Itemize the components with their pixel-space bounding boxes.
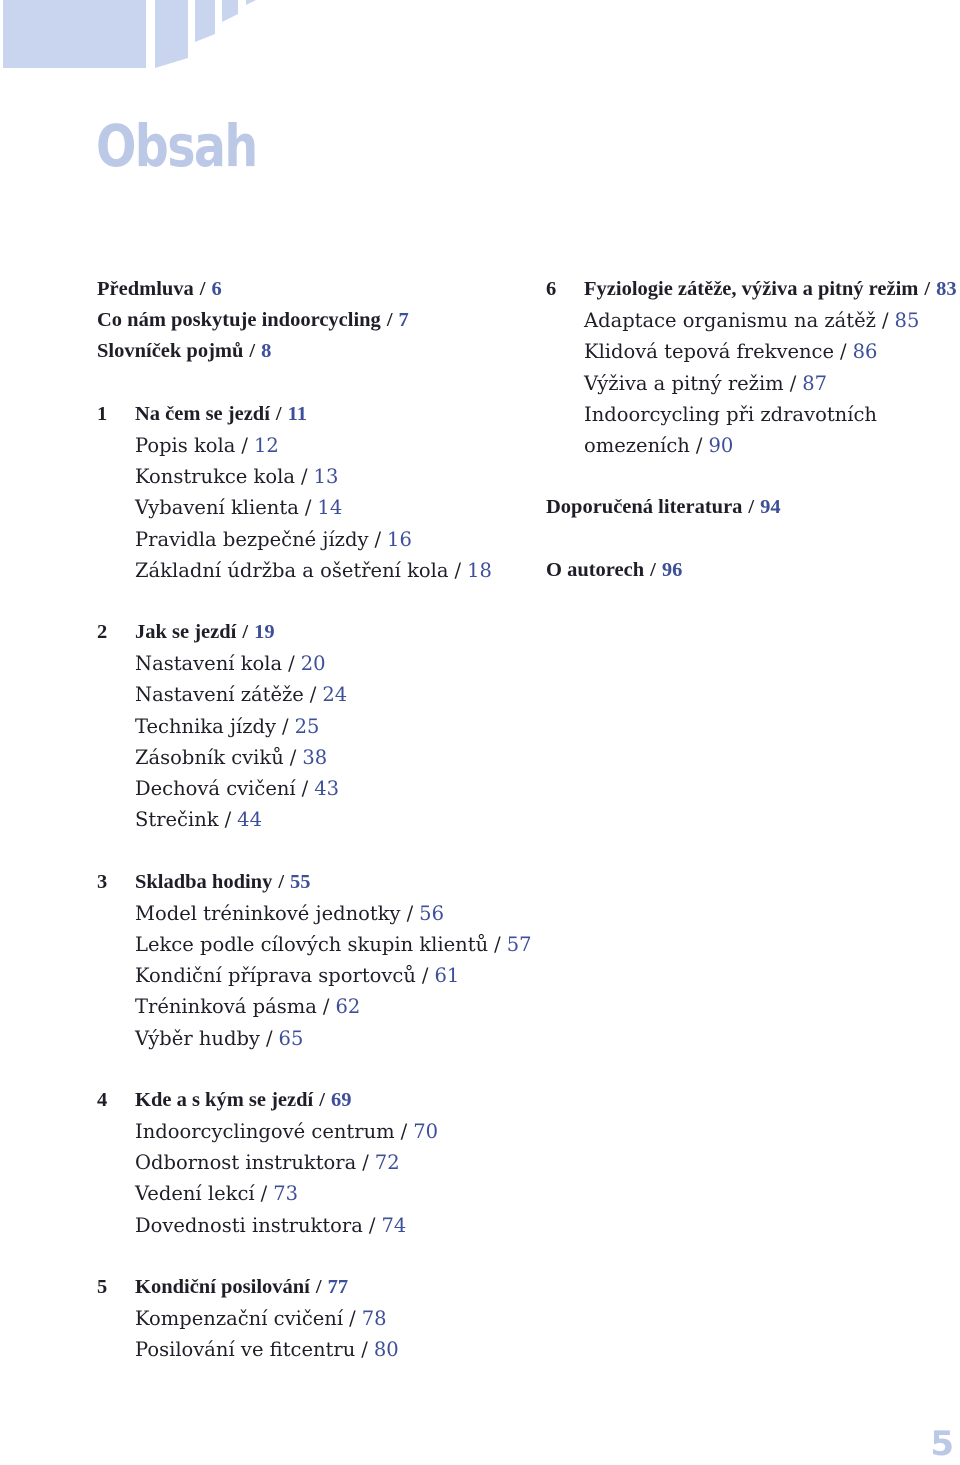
- item-label-continuation: omezeních: [584, 433, 690, 457]
- item-page: 14: [317, 496, 343, 520]
- item-page: 87: [802, 371, 828, 395]
- toc-item[interactable]: [97, 679, 537, 710]
- item-page: 57: [506, 932, 532, 956]
- toc-item[interactable]: [97, 461, 537, 492]
- chapter-number: 2: [97, 621, 108, 644]
- chapter-page: 19: [254, 621, 275, 644]
- item-page: 80: [373, 1338, 399, 1362]
- separator: /: [924, 278, 931, 300]
- toc-item[interactable]: [97, 898, 537, 929]
- item-label: Strečink: [135, 808, 219, 832]
- item-label: Pravidla bezpečné jízdy: [135, 527, 369, 551]
- toc-entry-intro[interactable]: [97, 305, 537, 336]
- item-label: Posilování ve fitcentru: [135, 1338, 356, 1362]
- entry-page: 94: [760, 496, 781, 519]
- separator: /: [386, 309, 393, 332]
- item-page: 44: [237, 808, 262, 832]
- toc-item[interactable]: [97, 991, 537, 1022]
- entry-label: Slovníček pojmů: [97, 340, 244, 363]
- item-label: Model tréninkové jednotky: [135, 901, 401, 925]
- item-page: 90: [708, 433, 734, 457]
- separator: /: [242, 621, 249, 644]
- separator: /: [301, 777, 309, 800]
- item-page: 18: [467, 558, 492, 582]
- item-label: Kondiční příprava sportovců: [135, 964, 416, 988]
- chapter-page: 83: [936, 278, 957, 300]
- chapter-number: 6: [546, 278, 557, 300]
- item-page: 12: [254, 433, 279, 457]
- separator: /: [199, 278, 206, 300]
- toc-entry-bibliography[interactable]: [546, 492, 960, 523]
- toc-entry-authors[interactable]: [546, 555, 960, 586]
- chapter-page: 55: [290, 870, 311, 893]
- separator: /: [260, 1182, 268, 1206]
- item-label: Indoorcyclingové centrum: [135, 1120, 395, 1144]
- toc-item[interactable]: [97, 430, 537, 461]
- item-page: 73: [273, 1182, 299, 1206]
- toc-item[interactable]: [97, 1178, 537, 1209]
- chapter-label: Jak se jezdí: [135, 621, 237, 644]
- toc-item[interactable]: [546, 399, 960, 430]
- item-label: Klidová tepová frekvence: [584, 340, 835, 364]
- chapter-label: Skladba hodiny: [135, 870, 273, 893]
- item-label: Odbornost instruktora: [135, 1151, 357, 1175]
- entry-label: Co nám poskytuje indoorcycling: [97, 309, 381, 332]
- separator: /: [454, 558, 462, 582]
- entry-page: 8: [261, 340, 272, 363]
- separator: /: [361, 1338, 368, 1362]
- item-page: 70: [413, 1120, 439, 1144]
- separator: /: [288, 652, 295, 676]
- item-page: 86: [852, 340, 878, 364]
- separator: /: [748, 496, 755, 519]
- item-page: 56: [419, 901, 444, 925]
- toc-entry-preface[interactable]: [97, 274, 537, 305]
- toc-item[interactable]: [97, 1334, 537, 1365]
- chapter-label: Kde a s kým se jezdí: [135, 1088, 314, 1111]
- separator: /: [224, 808, 232, 832]
- item-label: Nastavení kola: [135, 652, 283, 676]
- item-page: 20: [300, 652, 326, 676]
- separator: /: [349, 1307, 356, 1331]
- separator: /: [304, 496, 312, 520]
- separator: /: [282, 714, 289, 738]
- toc-item[interactable]: [97, 555, 537, 586]
- item-label: Vedení lekcí: [135, 1182, 255, 1206]
- separator: /: [881, 309, 889, 333]
- entry-page: 6: [211, 278, 222, 300]
- toc-item[interactable]: [97, 960, 537, 991]
- chapter-page: 77: [327, 1276, 349, 1298]
- toc-item[interactable]: [97, 492, 537, 523]
- separator: /: [278, 870, 285, 893]
- toc-entry-glossary[interactable]: [97, 336, 537, 367]
- toc-item[interactable]: [97, 742, 537, 773]
- item-page: 65: [278, 1026, 304, 1050]
- item-label: Nastavení zátěže: [135, 683, 304, 707]
- separator: /: [400, 1120, 408, 1144]
- separator: /: [315, 1276, 322, 1298]
- toc-item[interactable]: [97, 1116, 537, 1147]
- toc-item[interactable]: [97, 804, 537, 835]
- separator: /: [421, 964, 429, 988]
- separator: /: [322, 995, 330, 1019]
- item-label: Základní údržba a ošetření kola: [135, 558, 449, 582]
- item-label: Lekce podle cílových skupin klientů: [135, 932, 489, 956]
- separator: /: [494, 932, 501, 956]
- toc-chapter-5[interactable]: [97, 1272, 537, 1303]
- item-page: 24: [322, 683, 348, 707]
- item-page: 13: [313, 465, 339, 489]
- separator: /: [374, 527, 382, 551]
- chapter-page: 11: [287, 402, 307, 425]
- item-label: Kompenzační cvičení: [135, 1307, 344, 1331]
- separator: /: [362, 1151, 369, 1175]
- toc-chapter-1[interactable]: [97, 399, 537, 430]
- toc-item[interactable]: [97, 711, 537, 742]
- item-label: Popis kola: [135, 433, 236, 457]
- item-label: Adaptace organismu na zátěž: [584, 309, 876, 333]
- entry-label: Doporučená literatura: [546, 496, 743, 519]
- item-page: 62: [335, 995, 361, 1019]
- separator: /: [275, 402, 282, 425]
- separator: /: [289, 745, 297, 769]
- item-label: Konstrukce kola: [135, 465, 295, 489]
- separator: /: [265, 1026, 273, 1050]
- toc-item[interactable]: [97, 1147, 537, 1178]
- chapter-label: Na čem se jezdí: [135, 402, 270, 425]
- toc-chapter-3[interactable]: [97, 867, 537, 898]
- item-label: Indoorcycling při zdravotních: [584, 402, 877, 426]
- toc-item[interactable]: [97, 524, 537, 555]
- toc-item[interactable]: [97, 1023, 537, 1054]
- chapter-number: 1: [97, 402, 108, 425]
- separator: /: [241, 433, 248, 457]
- header-stripe-decoration: [0, 0, 270, 70]
- separator: /: [650, 558, 656, 581]
- item-page: 25: [294, 714, 320, 738]
- item-label: Výběr hudby: [135, 1026, 260, 1050]
- item-page: 78: [361, 1307, 387, 1331]
- item-page: 38: [302, 745, 328, 769]
- toc-left-column: [97, 274, 537, 1366]
- item-label: Výživa a pitný režim: [584, 371, 784, 395]
- page-number: 5: [930, 1424, 954, 1464]
- item-label: Technika jízdy: [135, 714, 277, 738]
- separator: /: [249, 340, 256, 363]
- entry-label: Předmluva: [97, 278, 194, 300]
- toc-chapter-6[interactable]: [546, 274, 960, 305]
- separator: /: [309, 683, 317, 707]
- item-label: Zásobník cviků: [135, 745, 284, 769]
- separator: /: [789, 371, 797, 395]
- toc-chapter-2[interactable]: [97, 617, 537, 648]
- toc-item[interactable]: [97, 1210, 537, 1241]
- toc-item[interactable]: [97, 1303, 537, 1334]
- item-page: 74: [381, 1213, 407, 1237]
- toc-item-continuation[interactable]: [546, 430, 960, 461]
- separator: /: [368, 1213, 376, 1237]
- toc-item[interactable]: [546, 368, 960, 399]
- separator: /: [406, 901, 414, 925]
- toc-item[interactable]: [546, 305, 960, 336]
- chapter-number: 5: [97, 1276, 108, 1298]
- chapter-page: 69: [330, 1088, 352, 1111]
- item-page: 61: [434, 964, 460, 988]
- item-page: 72: [374, 1151, 400, 1175]
- item-label: Dechová cvičení: [135, 777, 296, 800]
- chapter-number: 4: [97, 1088, 108, 1111]
- separator: /: [695, 433, 703, 457]
- separator: /: [300, 465, 308, 489]
- toc-item[interactable]: [97, 773, 537, 804]
- toc-chapter-4[interactable]: [97, 1085, 537, 1116]
- item-page: 43: [314, 777, 340, 800]
- item-label: Vybavení klienta: [135, 496, 299, 520]
- chapter-number: 3: [97, 870, 108, 893]
- toc-item[interactable]: [97, 648, 537, 679]
- entry-page: 7: [398, 309, 409, 332]
- item-page: 85: [894, 309, 920, 333]
- chapter-label: Kondiční posilování: [135, 1276, 310, 1298]
- toc-right-column: [546, 274, 960, 586]
- separator: /: [840, 340, 847, 364]
- page-title: Obsah: [96, 112, 257, 180]
- entry-page: 96: [661, 558, 683, 581]
- entry-label: O autorech: [546, 558, 645, 581]
- item-label: Dovednosti instruktora: [135, 1213, 363, 1237]
- toc-item[interactable]: [546, 336, 960, 367]
- separator: /: [319, 1088, 325, 1111]
- chapter-label: Fyziologie zátěže, výživa a pitný režim: [584, 278, 919, 300]
- item-page: 16: [387, 527, 412, 551]
- toc-item[interactable]: [97, 929, 537, 960]
- item-label: Tréninková pásma: [135, 995, 317, 1019]
